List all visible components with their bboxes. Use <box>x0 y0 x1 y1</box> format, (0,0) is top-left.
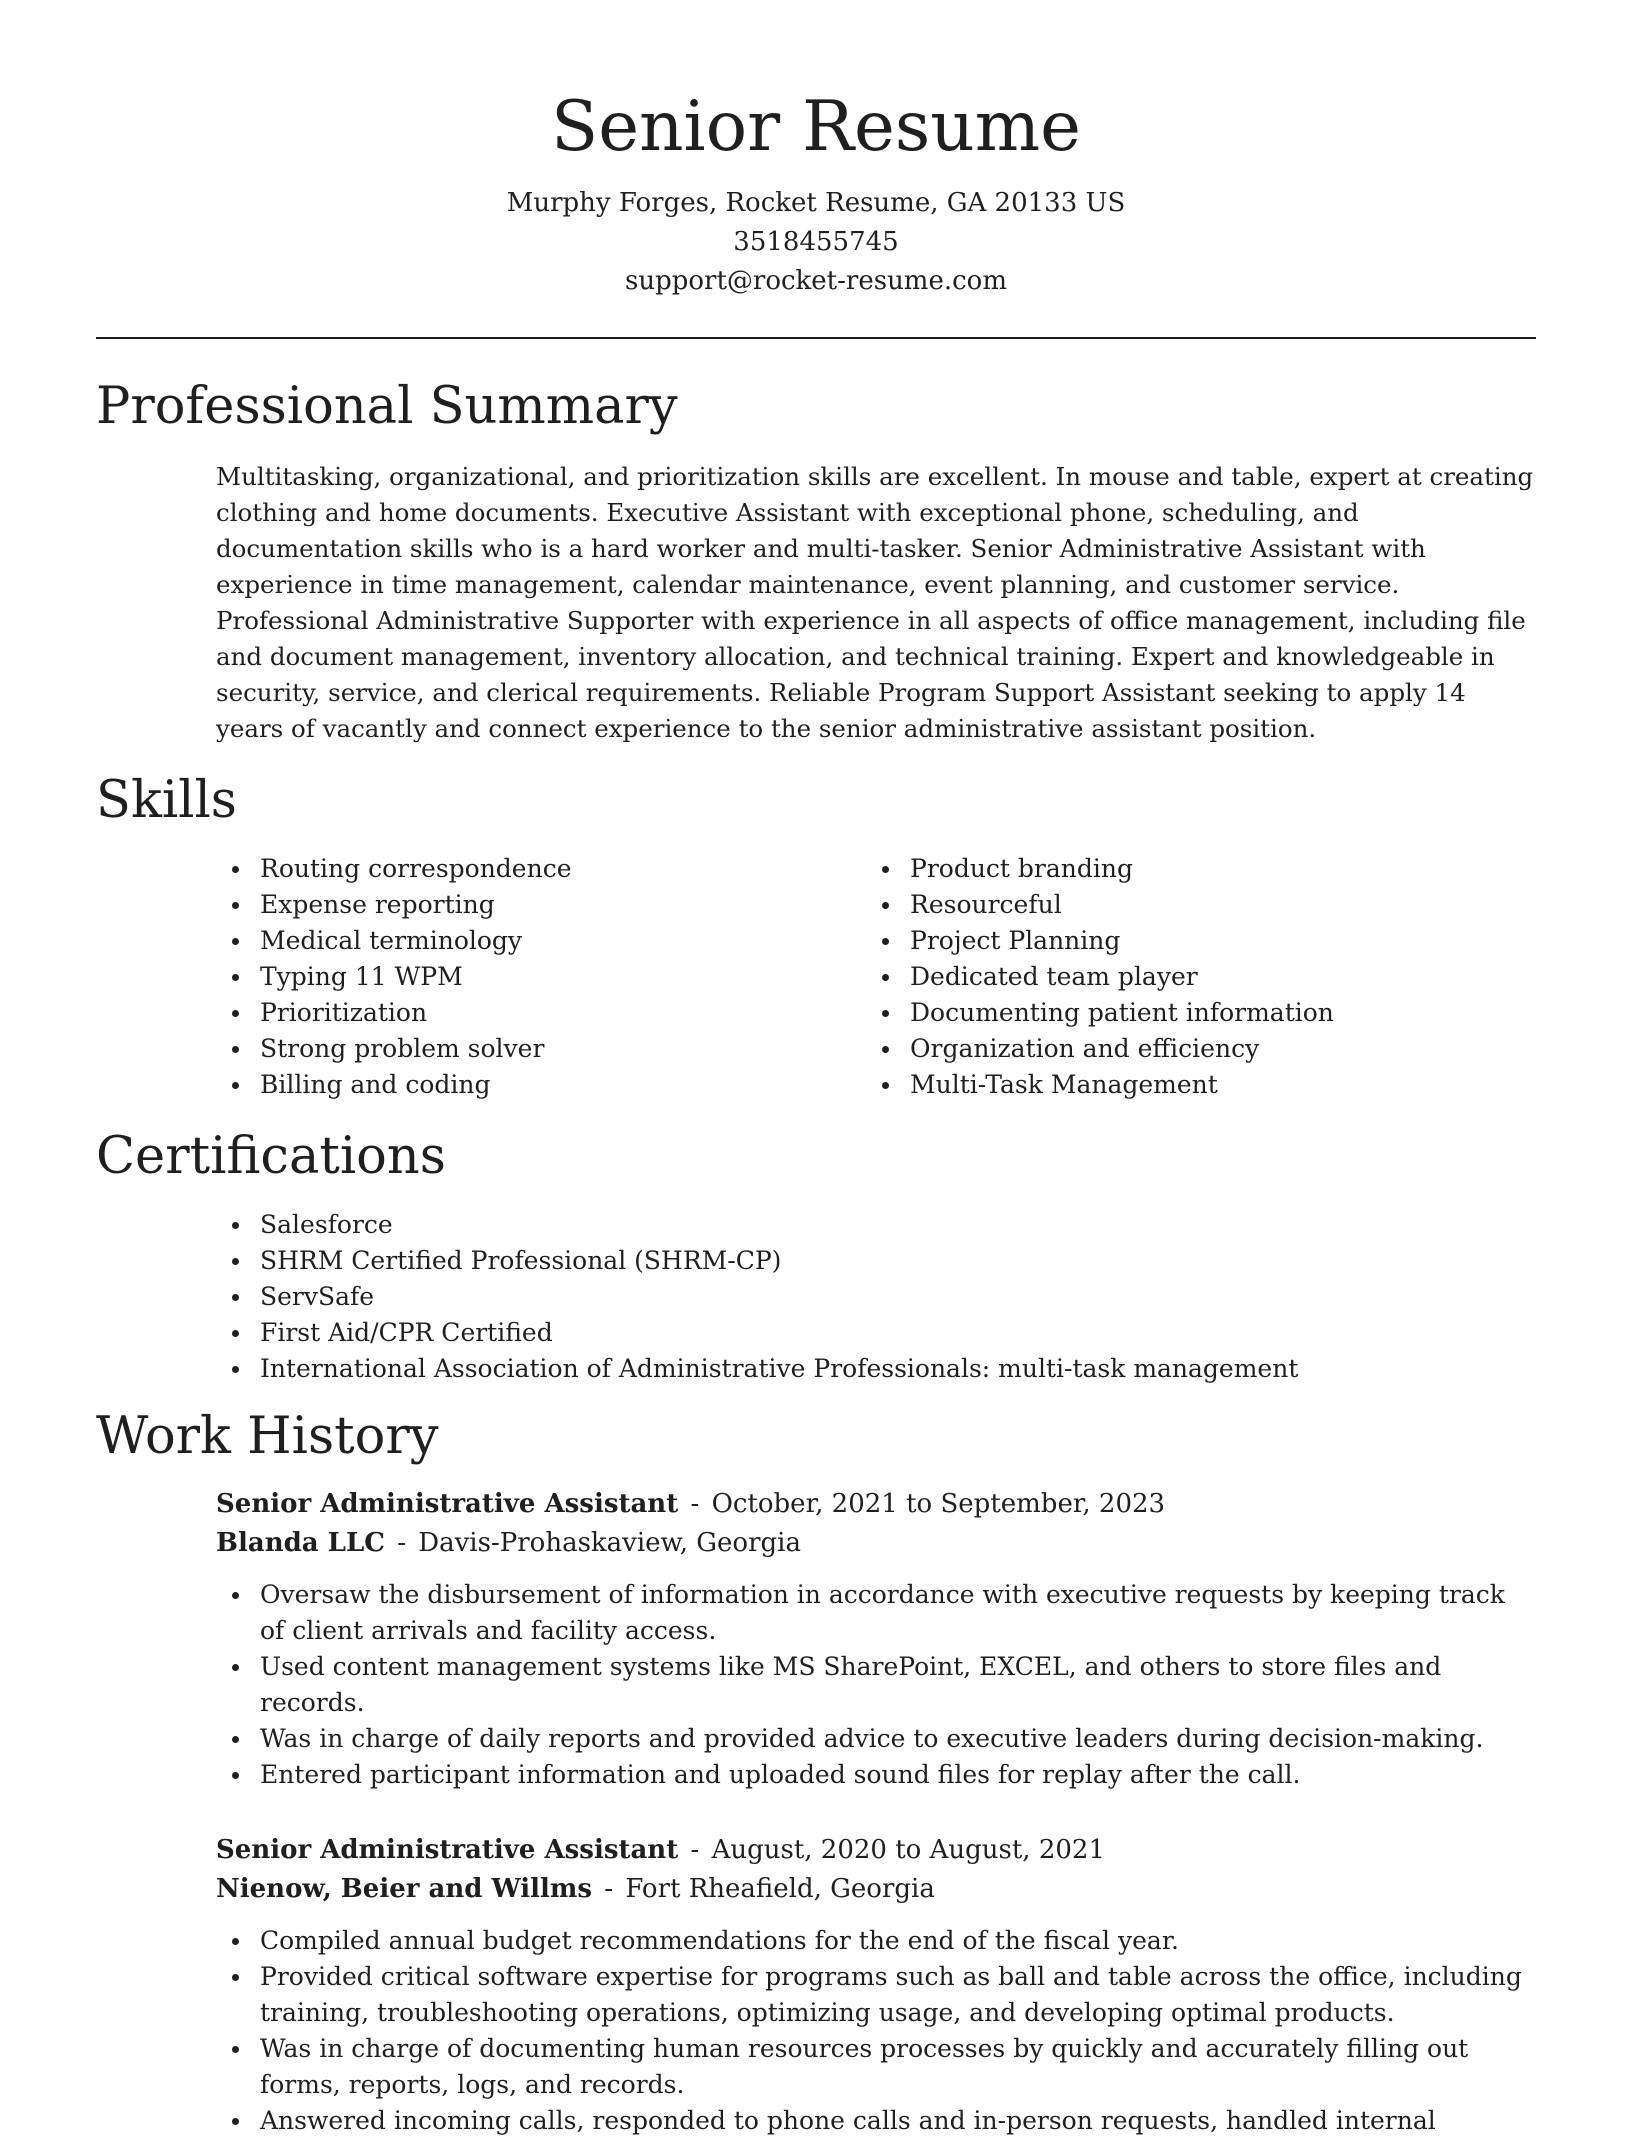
certification-item: First Aid/CPR Certified <box>216 1315 1536 1351</box>
work-history-section <box>96 1407 1536 2139</box>
certification-item: Salesforce <box>216 1207 1536 1243</box>
skill-item: Routing correspondence <box>216 851 866 887</box>
header-divider <box>96 337 1536 339</box>
certification-item: SHRM Certified Professional (SHRM-CP) <box>216 1243 1536 1279</box>
skill-item: Typing 11 WPM <box>216 959 866 995</box>
skills-section <box>96 771 1536 1103</box>
skills-list-left <box>216 851 866 1103</box>
job-location: Fort Rheafield, Georgia <box>625 1874 935 1904</box>
certifications-list <box>216 1207 1536 1387</box>
contact-phone: 3518455745 <box>733 227 899 257</box>
summary-section <box>96 377 1536 747</box>
resume-header <box>96 0 1536 301</box>
resume-title: Senior Resume <box>551 87 1081 167</box>
certification-item: International Association of Administrative Professionals: multi-task management <box>216 1351 1536 1387</box>
job-dates: October, 2021 to September, 2023 <box>711 1489 1166 1519</box>
summary-text: Multitasking, organizational, and prioritization skills are excellent. In mouse and table, expert at creating clothing and home documents. Executive Assistant with exceptional phone, scheduling, and documentation skills who is a hard worker and multi-tasker. Senior Administrative Assistant with experience in time management, calendar maintenance, event planning, and customer service. Professional Administrative Supporter with experience in all aspects of office management, including file and document management, inventory allocation, and technical training. Expert and knowledgeable in security, service, and clerical requirements. Reliable Program Support Assistant seeking to apply 14 years of vacantly and connect experience to the senior administrative assistant position. <box>216 462 1534 743</box>
skills-list-right <box>866 851 1516 1103</box>
skill-item: Prioritization <box>216 995 866 1031</box>
job-duty: Compiled annual budget recommendations for the end of the fiscal year. <box>216 1923 1536 1959</box>
job-location: Davis-Prohaskaview, Georgia <box>418 1528 801 1558</box>
job-title-line <box>216 1831 1536 1870</box>
job-title: Senior Administrative Assistant <box>216 1835 679 1865</box>
job-duty: Oversaw the disbursement of information in accordance with executive requests by keeping track of client arrivals and facility access. <box>216 1577 1536 1649</box>
job-separator: - <box>397 1528 406 1558</box>
skill-item: Project Planning <box>866 923 1516 959</box>
skill-item: Product branding <box>866 851 1516 887</box>
job-separator: - <box>604 1874 614 1904</box>
job-separator: - <box>690 1489 700 1519</box>
skill-item: Multi-Task Management <box>866 1067 1516 1103</box>
job-duties-list <box>216 1923 1536 2139</box>
job-title: Senior Administrative Assistant <box>216 1489 679 1519</box>
job-duty: Provided critical software expertise for programs such as ball and table across the office, including training, troubleshooting operations, optimizing usage, and developing optimal products. <box>216 1959 1536 2031</box>
skill-item: Dedicated team player <box>866 959 1516 995</box>
summary-heading: Professional Summary <box>96 377 678 436</box>
job-company: Nienow, Beier and Willms <box>216 1874 592 1904</box>
job-duty: Was in charge of daily reports and provided advice to executive leaders during decision-making. <box>216 1721 1536 1757</box>
job-duty: Answered incoming calls, responded to phone calls and in-person requests, handled internal <box>216 2103 1536 2139</box>
contact-info <box>96 184 1536 301</box>
job-entry <box>216 1831 1536 2139</box>
certifications-section <box>96 1127 1536 1387</box>
contact-email: support@rocket-resume.com <box>624 266 1007 296</box>
certifications-heading: Certifications <box>96 1127 446 1186</box>
job-separator: - <box>690 1835 700 1865</box>
contact-address: Murphy Forges, Rocket Resume, GA 20133 US <box>506 188 1126 218</box>
job-company-line <box>216 1870 1536 1909</box>
job-entry <box>216 1485 1536 1793</box>
skills-heading: Skills <box>96 771 237 830</box>
job-duties-list <box>216 1577 1536 1793</box>
job-dates: August, 2020 to August, 2021 <box>711 1835 1105 1865</box>
job-duty: Used content management systems like MS SharePoint, EXCEL, and others to store files and records. <box>216 1649 1536 1721</box>
skill-item: Resourceful <box>866 887 1516 923</box>
skills-grid <box>216 851 1536 1103</box>
skill-item: Strong problem solver <box>216 1031 866 1067</box>
skill-item: Medical terminology <box>216 923 866 959</box>
job-duty: Was in charge of documenting human resources processes by quickly and accurately filling out forms, reports, logs, and records. <box>216 2031 1536 2103</box>
job-duty: Entered participant information and uploaded sound files for replay after the call. <box>216 1757 1536 1793</box>
skill-item: Expense reporting <box>216 887 866 923</box>
job-company: Blanda LLC <box>216 1528 385 1558</box>
skill-item: Organization and efficiency <box>866 1031 1516 1067</box>
skill-item: Documenting patient information <box>866 995 1516 1031</box>
job-company-line <box>216 1524 1536 1563</box>
skill-item: Billing and coding <box>216 1067 866 1103</box>
work-history-heading: Work History <box>96 1407 439 1466</box>
certification-item: ServSafe <box>216 1279 1536 1315</box>
job-title-line <box>216 1485 1536 1524</box>
